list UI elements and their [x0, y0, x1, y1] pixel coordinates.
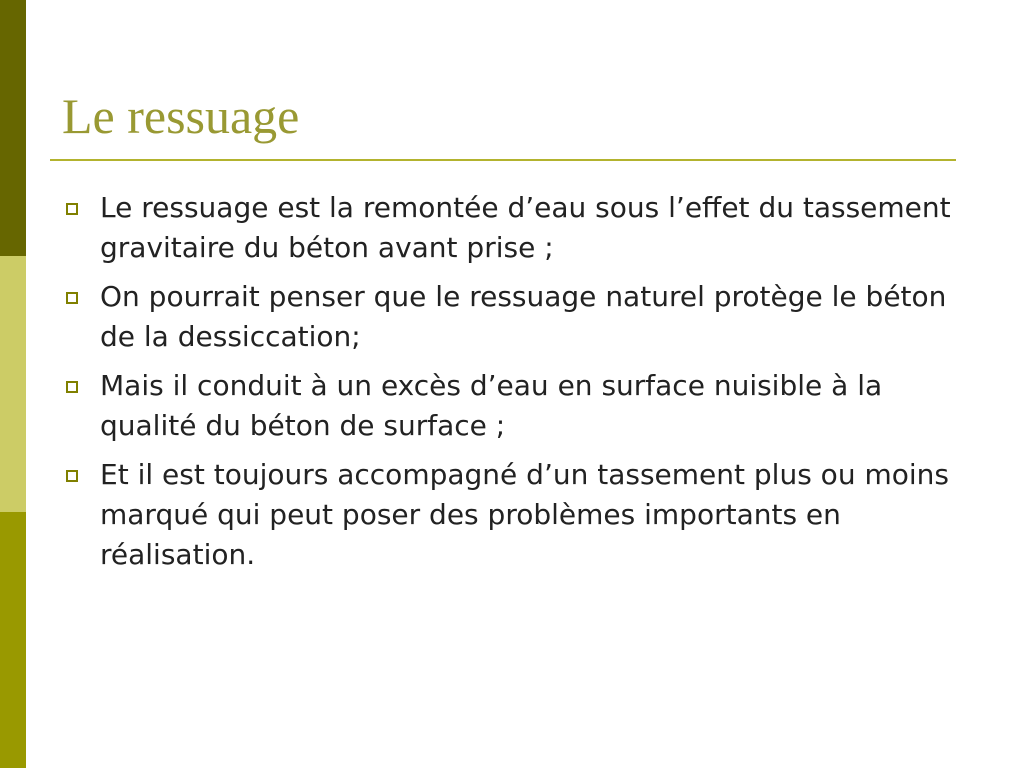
bullet-item	[60, 188, 960, 268]
hollow-square-icon	[66, 292, 78, 304]
side-bar-middle	[0, 256, 26, 512]
bullet-list	[60, 188, 960, 584]
bullet-item	[60, 366, 960, 446]
hollow-square-icon	[66, 470, 78, 482]
slide-title: Le ressuage	[62, 88, 300, 144]
bullet-item	[60, 455, 960, 575]
bullet-text: Mais il conduit à un excès d’eau en surface nuisible à la qualité du béton de surface ;	[100, 369, 883, 442]
side-bar-top	[0, 0, 26, 256]
bullet-text: On pourrait penser que le ressuage naturel protège le béton de la dessiccation;	[100, 280, 947, 353]
bullet-text: Le ressuage est la remontée d’eau sous l’effet du tassement gravitaire du béton avant prise ;	[100, 191, 951, 264]
hollow-square-icon	[66, 381, 78, 393]
bullet-item	[60, 277, 960, 357]
bullet-text: Et il est toujours accompagné d’un tassement plus ou moins marqué qui peut poser des problèmes importants en réalisation.	[100, 458, 949, 571]
title-divider	[50, 159, 956, 161]
hollow-square-icon	[66, 203, 78, 215]
side-bar-bottom	[0, 512, 26, 768]
